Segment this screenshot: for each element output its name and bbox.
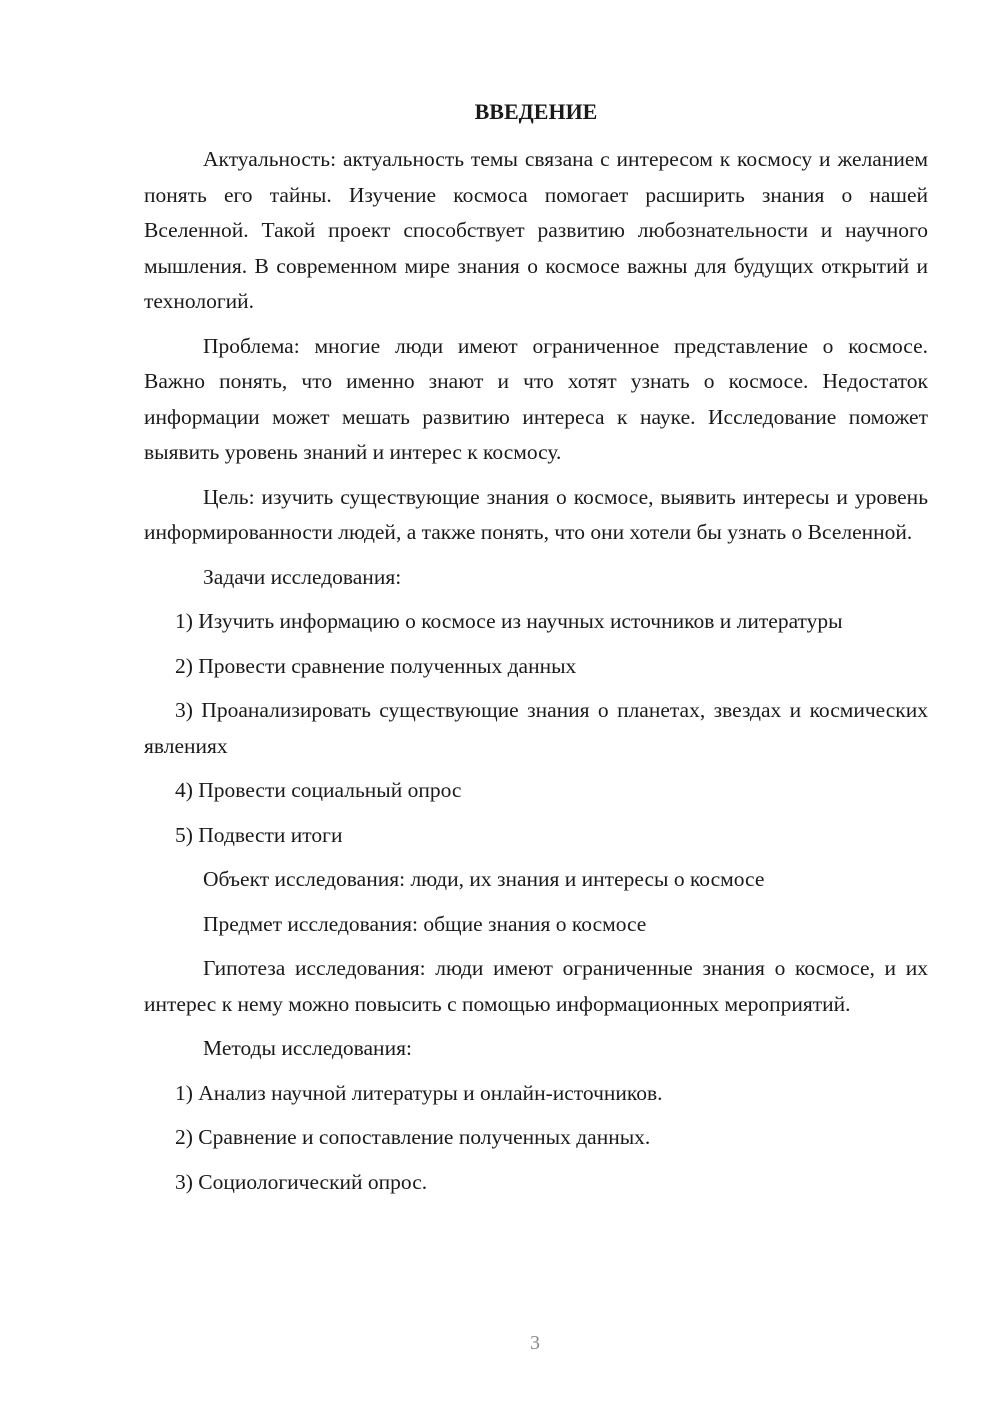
paragraph-goal: Цель: изучить существующие знания о космосе, выявить интересы и уровень информированности людей, а также понять, что они хотели бы узнать о Вселенной. — [144, 484, 928, 544]
methods-heading: Методы исследования: — [203, 1036, 412, 1060]
tasks-heading: Задачи исследования: — [203, 564, 402, 589]
paragraph-problem: Проблема: многие люди имеют ограниченное представление о космосе. Важно понять, что именно знают и что хотят узнать о космосе. Недостаток информации может мешать развитию интереса к науке. Исследование поможет выявить уровень знаний и интерес к космосу. — [144, 333, 928, 464]
task-item: 3) Проанализировать существующие знания о планетах, звездах и космических явлениях — [144, 698, 928, 758]
task-item: 1) Изучить информацию о космосе из научных источников и литературы — [175, 609, 843, 633]
method-item: 1) Анализ научной литературы и онлайн-источников. — [175, 1080, 663, 1105]
page-number: 3 — [530, 1332, 540, 1354]
method-item: 2) Сравнение и сопоставление полученных данных. — [175, 1125, 651, 1149]
page-title: ВВЕДЕНИЕ — [474, 99, 598, 124]
task-item: 2) Провести сравнение полученных данных — [175, 653, 577, 678]
task-item: 4) Провести социальный опрос — [175, 778, 462, 802]
method-item: 3) Социологический опрос. — [175, 1169, 428, 1194]
paragraph-subject: Предмет исследования: общие знания о космосе — [203, 911, 647, 936]
document-page — [144, 96, 928, 1200]
paragraph-relevance: Актуальность: актуальность темы связана с интересом к космосу и желанием понять его тайны. Изучение космоса помогает расширить знания о нашей Вселенной. Такой проект способствует развитию любознательности и научного мышления. В современном мире знания о космосе важны для будущих открытий и технологий. — [144, 147, 928, 313]
task-item: 5) Подвести итоги — [175, 822, 343, 847]
paragraph-object: Объект исследования: люди, их знания и интересы о космосе — [203, 867, 765, 891]
paragraph-hypothesis: Гипотеза исследования: люди имеют ограниченные знания о космосе, и их интерес к нему можно повысить с помощью информационных мероприятий. — [144, 956, 928, 1016]
